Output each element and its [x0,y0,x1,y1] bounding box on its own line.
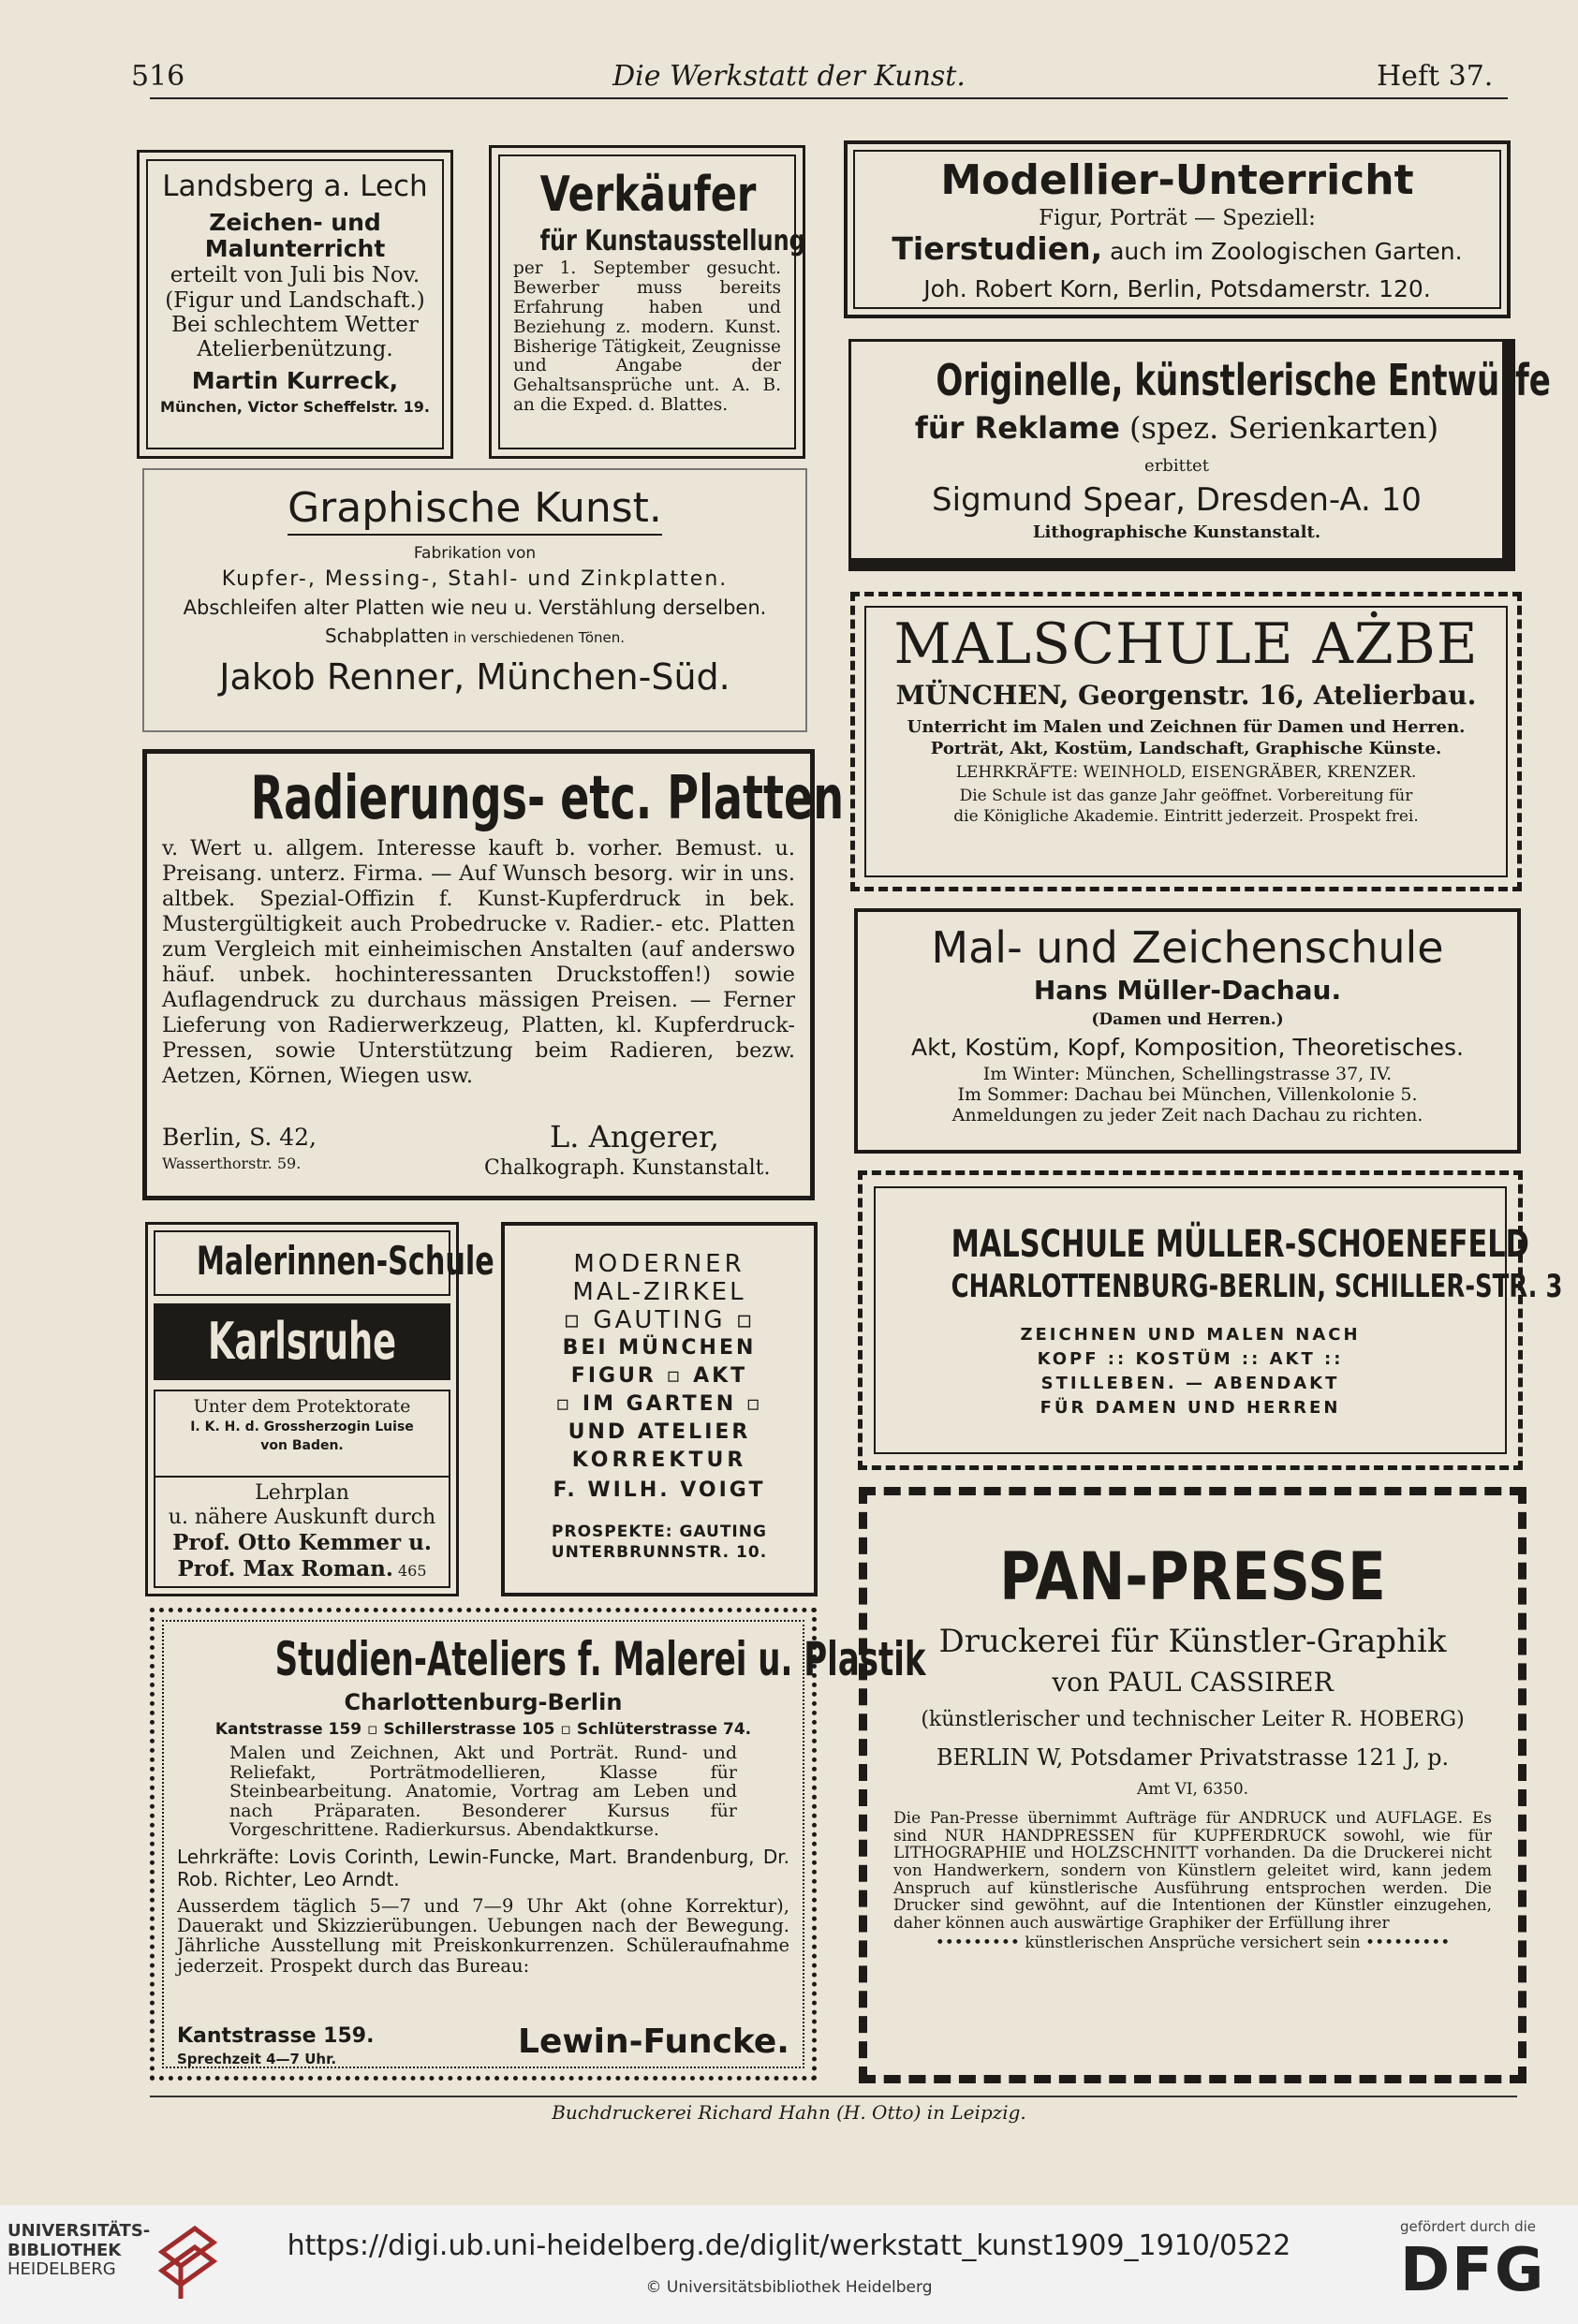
ad-verkaeufer-body: per 1. September gesucht. Bewerber muss bereits Erfahrung haben und Beziehung z. modern. Kunst. Bisherige Tätigkeit, Zeugnisse und Angabe der Gehaltsansprüche unt. A. B. an die Exped. d. Blattes. [513,258,781,416]
ad-originelle-title: Originelle, künstlerische Entwürfe [936,355,1551,405]
ad-landsberg-line: erteilt von Juli bis Nov. [170,263,420,288]
ad-malerinnen-title: Malerinnen-Schule [196,1238,494,1284]
ad-graphische-title: Graphische Kunst. [288,483,662,536]
ad-pan-line: BERLIN W, Potsdamer Privatstrasse 121 J, p. [936,1744,1450,1771]
bottom-rule [150,2096,1517,2097]
ad-modellier-line: Tierstudien, [892,230,1103,268]
ad-schoenefeld-line: KOPF :: KOSTÜM :: AKT :: [1037,1349,1344,1369]
ad-schoenefeld [858,1170,1563,1470]
ad-studien-body2: Ausserdem täglich 5—7 und 7—9 Uhr Akt (ohne Korrektur), Dauerakt und Skizzierübungen. Uebungen nach der Bewegung. Jährliche Ausstellung mit Preiskonkurrenzen. Schüleraufnahme jederzeit. Prospekt durch das Bureau: [177,1895,789,1977]
ad-schoenefeld-line: STILLEBEN. — ABENDAKT [1040,1374,1340,1393]
ad-radierungs-title: Radierungs- etc. Platten [250,764,845,833]
ad-azbe-line: Die Schule ist das ganze Jahr geöffnet. Vorbereitung für [959,787,1413,805]
printer-line: Buchdruckerei Richard Hahn (H. Otto) in Leipzig. [552,2101,1026,2124]
ad-pan-last: ••••••••• künstlerischen Ansprüche versichert sein ••••••••• [935,1933,1451,1952]
ad-studien-line: Charlottenburg-Berlin [344,1689,623,1715]
ad-originelle-line: Lithographische Kunstanstalt. [1032,522,1321,542]
ad-mal-zeichen-line: Akt, Kostüm, Kopf, Komposition, Theoretisches. [911,1034,1464,1061]
viewer-footer [0,2205,1578,2324]
ad-radierungs-street: Wasserthorstr. 59. [162,1155,302,1172]
ad-landsberg-line: Atelierbenützung. [197,337,393,362]
ad-azbe-title: MALSCHULE AŻBE [893,611,1479,677]
ad-verkaeufer [489,145,805,459]
library-name-line: UNIVERSITÄTS- [7,2221,151,2241]
header-rule [150,97,1508,99]
ad-zirkel-line: UND ATELIER [568,1420,751,1444]
ad-radierungs-body: v. Wert u. allgem. Interesse kauft b. vorher. Bemust. u. Preisang. unterz. Firma. — Auf Wunsch besorg. wir in uns. altbek. Spezial-Offizin f. Kunst-Kupferdruck in bek. Mustergültigkeit auch Probedrucke v. Radier.- etc. Platten zum Vergleich mit einheimischen Anstalten (auf anderswo häuf. unbek. hochinteressanten Druckstoffen!) sowie Auflagendruck zu durchaus mässigen Preisen. — Ferner Lieferung von Radierwerkzeug, Platten, kl. Kupferdruck-Pressen, sowie Unterstützung beim Radieren, bezw. Aetzen, Körnen, Wiegen usw. [162,836,795,1088]
ad-pan-line: von PAUL CASSIRER [1052,1667,1334,1698]
ad-studien-line: Kantstrasse 159 ▫ Schillerstrasse 105 ▫ Schlüterstrasse 74. [214,1720,752,1739]
ad-zirkel-line: F. WILH. VOIGT [553,1478,766,1502]
ad-mal-zeichen-line: (Damen und Herren.) [1091,1010,1284,1029]
ad-malerinnen-line: Unter dem Protektorate [193,1396,411,1417]
ad-mal-zeichen [854,908,1521,1154]
ad-originelle [848,339,1551,571]
library-name-line: HEIDELBERG [7,2259,116,2280]
ad-verkaeufer-title: Verkäufer [539,167,757,223]
ad-studien-name: Lewin-Funcke. [518,2022,789,2061]
ad-mal-zeichen-line: Hans Müller-Dachau. [1033,975,1342,1006]
ad-malerinnen-line: I. K. H. d. Grossherzogin Luise [190,1419,414,1434]
ad-graphische-line: Schabplatten [324,625,450,647]
ad-pan-body: Die Pan-Presse übernimmt Aufträge für ANDRUCK und AUFLAGE. Es sind NUR HANDPRESSEN für KUPFERDRUCK sowohl, wie für LITHOGRAPHIE und HOLZSCHNITT vorhanden. Da die Druckerei nicht von Handwerkern, sondern von Künstlern geleitet wird, kann jedem Anspruch auf künstlerische Ausführung entsprochen werden. Die Drucker sind gewöhnt, auf die Intentionen der Künstler einzugehen, daher können auch auswärtige Graphiker der Erfüllung ihrer [893,1809,1492,1934]
ad-zirkel-line: FIGUR ▫ AKT [570,1364,748,1388]
ad-landsberg-line: Bei schlechtem Wetter [171,313,419,338]
ad-landsberg-line: München, Victor Scheffelstr. 19. [160,397,430,416]
ad-originelle-line: (spez. Serienkarten) [1119,410,1439,446]
ad-zirkel-line: PROSPEKTE: GAUTING [552,1522,767,1541]
ad-zirkel-line: ▫ GAUTING ▫ [563,1306,756,1334]
ad-graphische-line: Jakob Renner, München-Süd. [219,656,730,698]
ad-azbe-line: die Königliche Akademie. Eintritt jederzeit. Prospekt frei. [953,807,1419,826]
ad-landsberg-line: (Figur und Landschaft.) [165,287,425,313]
ad-graphische-line: Abschleifen alter Platten wie neu u. Verstählung derselben. [183,596,767,619]
ad-graphische-line: Fabrikation von [413,544,537,563]
ad-zirkel-line: MAL-ZIRKEL [572,1278,746,1306]
ad-landsberg-line: Malunterricht [204,235,386,263]
ad-zirkel [501,1222,818,1596]
ad-malerinnen-line: von Baden. [260,1438,344,1453]
ad-mal-zeichen-title: Mal- und Zeichenschule [931,922,1444,973]
ad-zirkel-line: MODERNER [573,1250,745,1278]
ad-modellier-line: auch im Zoologischen Garten. [1102,238,1463,266]
ad-modellier-line: Figur, Porträt — Speziell: [1039,206,1316,230]
library-name-line: BIBLIOTHEK [7,2240,122,2260]
ad-verkaeufer-subtitle: für Kunstausstellung [539,225,805,257]
ad-originelle-line: für Reklame [914,410,1120,446]
copyright-text: © Universitätsbibliothek Heidelberg [645,2278,933,2297]
ad-zirkel-line: UNTERBRUNNSTR. 10. [551,1543,768,1562]
ad-studien-teachers: Lehrkräfte: Lovis Corinth, Lewin-Funcke, Mart. Brandenburg, Dr. Rob. Richter, Leo Arndt. [177,1845,789,1890]
ad-mal-zeichen-line: Im Winter: München, Schellingstrasse 37, IV. [982,1064,1393,1084]
ad-azbe-line: Porträt, Akt, Kostüm, Landschaft, Graphische Künste. [930,739,1442,758]
ad-originelle-line: erbittet [1144,456,1209,476]
ad-mal-zeichen-line: Im Sommer: Dachau bei München, Villenkolonie 5. [957,1084,1418,1105]
ad-azbe-line: Unterricht im Malen und Zeichnen für Damen und Herren. [907,717,1466,737]
ad-zirkel-line: BEI MÜNCHEN [562,1336,757,1360]
ad-modellier-title: Modellier-Unterricht [940,156,1414,204]
ad-landsberg [137,150,453,459]
ad-studien-title: Studien-Ateliers f. Malerei u. Plastik [274,1632,926,1686]
ad-studien-hours: Sprechzeit 4—7 Uhr. [177,2051,337,2067]
ad-radierungs-name: L. Angerer, [550,1119,719,1155]
ad-landsberg-line: Zeichen- und [209,208,381,236]
journal-title: Die Werkstatt der Kunst. [612,60,966,93]
ad-studien-body: Malen und Zeichnen, Akt und Porträt. Rund- und Reliefakt, Porträtmodellieren, Klasse für Steinbearbeitung. Anatomie, Vortrag am Leben und nach Präparaten. Besonderer Kursus für Vorgeschrittene. Radierkursus. Abendaktkurse. [229,1743,737,1841]
ad-azbe [850,592,1522,891]
issue-number: Heft 37. [1377,60,1494,93]
ad-malerinnen-line: Prof. Otto Kemmer u. [172,1530,432,1555]
ad-studien [150,1608,926,2081]
ad-azbe-line: MÜNCHEN, Georgenstr. 16, Atelierbau. [895,680,1477,711]
ad-graphische-line: Kupfer-, Messing-, Stahl- und Zinkplatten. [221,567,729,591]
ad-landsberg-line: Landsberg a. Lech [162,169,428,203]
ad-schoenefeld-title: MALSCHULE MÜLLER-SCHOENEFELD [951,1223,1529,1266]
funded-by-text: gefördert durch die [1400,2218,1536,2235]
ad-modellier [844,140,1511,318]
ad-mal-zeichen-line: Anmeldungen zu jeder Zeit nach Dachau zu richten. [951,1105,1423,1125]
ad-malerinnen [145,1222,494,1596]
ad-schoenefeld-line: ZEICHNEN UND MALEN NACH [1020,1325,1361,1345]
ad-schoenefeld-line: FÜR DAMEN UND HERREN [1040,1398,1341,1418]
ad-malerinnen-city: Karlsruhe [207,1312,397,1371]
ad-graphische-line: in verschiedenen Tönen. [449,629,626,646]
ad-landsberg-line: Martin Kurreck, [191,366,399,394]
ad-zirkel-line: ▫ IM GARTEN ▫ [555,1392,763,1416]
ad-modellier-line: Joh. Robert Korn, Berlin, Potsdamerstr. 120. [923,275,1431,303]
ad-radierungs-city: Berlin, S. 42, [162,1124,317,1151]
ad-zirkel-line: KORREKTUR [571,1449,747,1472]
ad-studien-address: Kantstrasse 159. [177,2024,375,2048]
ad-graphische [142,468,807,732]
ad-pan-line: (künstlerischer und technischer Leiter R. HOBERG) [921,1708,1465,1731]
ad-malerinnen-line: u. nähere Auskunft durch [168,1506,436,1529]
dfg-logo: DFG [1400,2236,1546,2305]
ad-malerinnen-line: Prof. Max Roman. [177,1556,393,1581]
ad-malerinnen-number: 465 [397,1562,427,1580]
ad-originelle-line: Sigmund Spear, Dresden-A. 10 [932,481,1422,519]
source-url-link[interactable]: https://digi.ub.uni-heidelberg.de/diglit/werkstatt_kunst1909_1910/0522 [287,2229,1291,2262]
ad-pan-line: Druckerei für Künstler-Graphik [938,1623,1447,1660]
page-number: 516 [131,60,185,93]
ad-radierungs [142,749,845,1200]
ad-pan-title: PAN-PRESSE [999,1538,1386,1615]
ad-pan-line: Amt VI, 6350. [1136,1780,1249,1799]
ad-schoenefeld-line: CHARLOTTENBURG-BERLIN, SCHILLER-STR. 3 [951,1268,1563,1305]
ad-azbe-line: LEHRKRÄFTE: WEINHOLD, EISENGRÄBER, KRENZER. [955,763,1417,782]
ad-pan [859,1487,1526,2083]
ad-malerinnen-line: Lehrplan [255,1481,349,1505]
ad-radierungs-firm: Chalkograph. Kunstanstalt. [484,1156,771,1180]
